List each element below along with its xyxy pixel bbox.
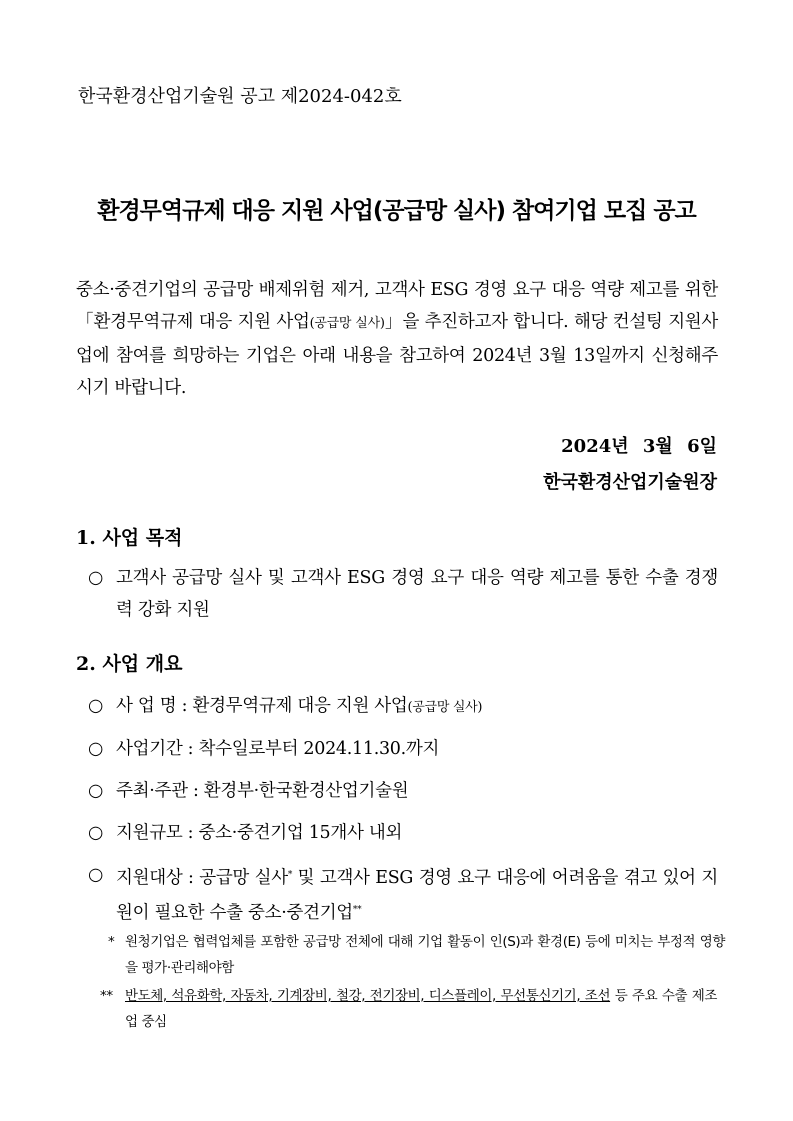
item-scale-text: 지원규모 : 중소·중견기업 15개사 내외 — [116, 823, 403, 843]
intro-paragraph — [76, 274, 718, 404]
item-target — [88, 859, 718, 929]
item-target-text-1: 지원대상 : 공급망 실사 — [116, 868, 288, 888]
announcement-date: 2024년 3월 6일 — [561, 436, 717, 457]
section-2-title: 2. 사업 개요 — [76, 653, 183, 675]
notice-number: 한국환경산업기술원 공고 제2024-042호 — [78, 86, 402, 107]
item-period-text: 사업기간 : 착수일로부터 2024.11.30.까지 — [116, 739, 440, 759]
footnote-2-mark: ** — [100, 988, 113, 1004]
intro-text-1: 중소·중견기업의 공급망 배제위험 제거, 고객사 ESG 경영 요구 대응 역량 제고를 위한「환경무역규제 대응 지원 사업 — [76, 280, 718, 332]
issuer: 한국환경산업기술원장 — [543, 472, 717, 493]
footnote-ref-1: * — [287, 870, 293, 880]
footnote-ref-2: ** — [352, 905, 362, 915]
bullet-circle-icon: ○ — [88, 696, 103, 716]
bullet-circle-icon: ○ — [88, 781, 103, 801]
section-1-item-text: 고객사 공급망 실사 및 고객사 ESG 경영 요구 대응 역량 제고를 통한 수출 경쟁력 강화 지원 — [116, 568, 718, 620]
item-value: 환경무역규제 대응 지원 사업 — [192, 696, 408, 716]
bullet-circle-icon: ○ — [88, 865, 103, 885]
footnote-2-industries: 반도체, 석유화학, 자동차, 기계장비, 철강, 전기장비, 디스플레이, 무선통신기기, 조선 — [125, 988, 611, 1004]
footnote-2-text: 등 주요 수출 제조업 중심 — [125, 988, 717, 1030]
bullet-circle-icon: ○ — [88, 568, 103, 588]
item-period — [88, 733, 718, 765]
bullet-circle-icon: ○ — [88, 739, 103, 759]
item-host — [88, 775, 718, 807]
intro-text-small: (공급망 실사) — [309, 316, 385, 331]
item-host-text: 주최·주관 : 환경부·한국환경산업기술원 — [116, 781, 409, 801]
footnote-1-text: 원청기업은 협력업체를 포함한 공급망 전체에 대해 기업 활동이 인(S)과 환경(E) 등에 미치는 부정적 영향을 평가·관리해야함 — [125, 934, 725, 976]
section-1-title: 1. 사업 목적 — [76, 527, 183, 549]
item-target-text-2: 및 고객사 ESG 경영 요구 대응에 어려움을 겪고 있어 지원이 필요한 수출 중소·중견기업 — [116, 868, 718, 923]
item-scale — [88, 817, 718, 849]
item-label: 사 업 명 : — [116, 696, 193, 716]
footnote-1-mark: * — [108, 934, 115, 950]
page-title: 환경무역규제 대응 지원 사업(공급망 실사) 참여기업 모집 공고 — [97, 198, 696, 224]
intro-text-2: 」을 추진하고자 합니다. 해당 컨설팅 지원사업에 참여를 희망하는 기업은 아래 내용을 참고하여 2024년 3월 13일까지 신청해주시기 바랍니다. — [76, 312, 719, 398]
item-value-small: (공급망 실사) — [407, 700, 483, 715]
bullet-circle-icon: ○ — [88, 823, 103, 843]
footnote-1 — [108, 929, 725, 981]
item-business-name — [88, 690, 718, 724]
section-1-item — [88, 562, 718, 626]
footnote-2 — [100, 983, 717, 1035]
